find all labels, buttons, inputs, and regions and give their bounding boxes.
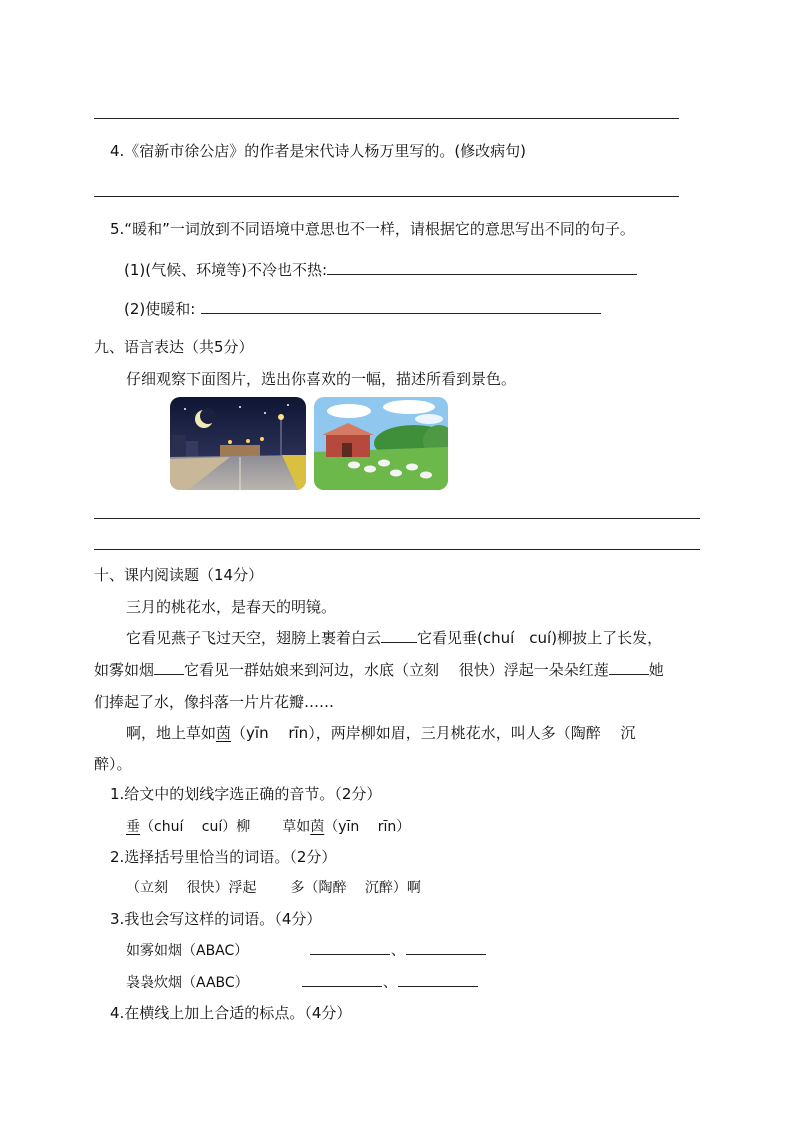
answer-blank[interactable] [398,972,478,987]
answer-line [94,196,679,197]
answer-blank[interactable] [302,972,382,987]
answer-line [94,118,679,119]
question-2-options: （立刻 很快）浮起 多（陶醉 沉醉）啊 [126,880,421,896]
passage-line: 啊，地上草如茵（yīn rīn），两岸柳如眉，三月桃花水，叫人多（陶醉 沉 [126,724,636,742]
question-1-title: 1.给文中的划线字选正确的音节。（2分） [110,785,382,803]
punctuation-blank[interactable] [609,660,649,675]
underlined-char: 垂 [126,819,140,835]
passage-line: 三月的桃花水，是春天的明镜。 [126,598,337,616]
section-9-prompt: 仔细观察下面图片，选出你喜欢的一幅，描述所看到景色。 [126,370,517,388]
answer-line [94,549,700,550]
separator: 、 [383,975,397,991]
underlined-char: 茵 [216,724,232,742]
section-10-heading: 十、课内阅读题（14分） [94,566,264,584]
question-5-2-label: (2)使暖和: [124,300,196,318]
question-4b-title: 4.在横线上加上合适的标点。（4分） [110,1004,352,1022]
question-5-1-label: (1)(气候、环境等)不冷也不热: [124,261,328,279]
passage-line: 如雾如烟 它看见一群姑娘来到河边，水底（立刻 很快）浮起一朵朵红莲 她 [94,661,664,679]
farm-picture [314,397,448,490]
night-road-picture [170,397,306,490]
question-3-title: 3.我也会写这样的词语。（4分） [110,910,322,928]
punctuation-blank[interactable] [154,660,184,675]
answer-blank[interactable] [327,260,637,275]
separator: 、 [391,943,405,959]
underlined-char: 茵 [310,819,325,835]
answer-blank[interactable] [310,940,390,955]
question-2-title: 2.选择括号里恰当的词语。（2分） [110,848,337,866]
punctuation-blank[interactable] [381,628,417,643]
question-3-row: 如雾如烟（ABAC） [126,943,249,959]
answer-line [94,518,700,519]
question-5-text: 5.“暖和”一词放到不同语境中意思也不一样，请根据它的意思写出不同的句子。 [110,220,635,238]
question-5-2 [124,298,601,319]
question-3-row: 袅袅炊烟（AABC） [126,975,249,991]
passage-line: 们捧起了水，像抖落一片片花瓣…… [94,693,335,711]
passage-line: 醉）。 [94,755,132,773]
answer-blank[interactable] [406,940,486,955]
passage-line: 它看见燕子飞过天空，翅膀上裹着白云 它看见垂(chuí cuí)柳披上了长发， [126,629,663,647]
question-1-options: 垂（chuí cuí）柳 草如茵（yīn rīn） [126,819,411,835]
question-5-1 [124,259,637,280]
section-9-heading: 九、语言表达（共5分） [94,338,254,356]
question-4-text: 4.《宿新市徐公店》的作者是宋代诗人杨万里写的。(修改病句) [110,142,527,160]
answer-blank[interactable] [201,299,601,314]
